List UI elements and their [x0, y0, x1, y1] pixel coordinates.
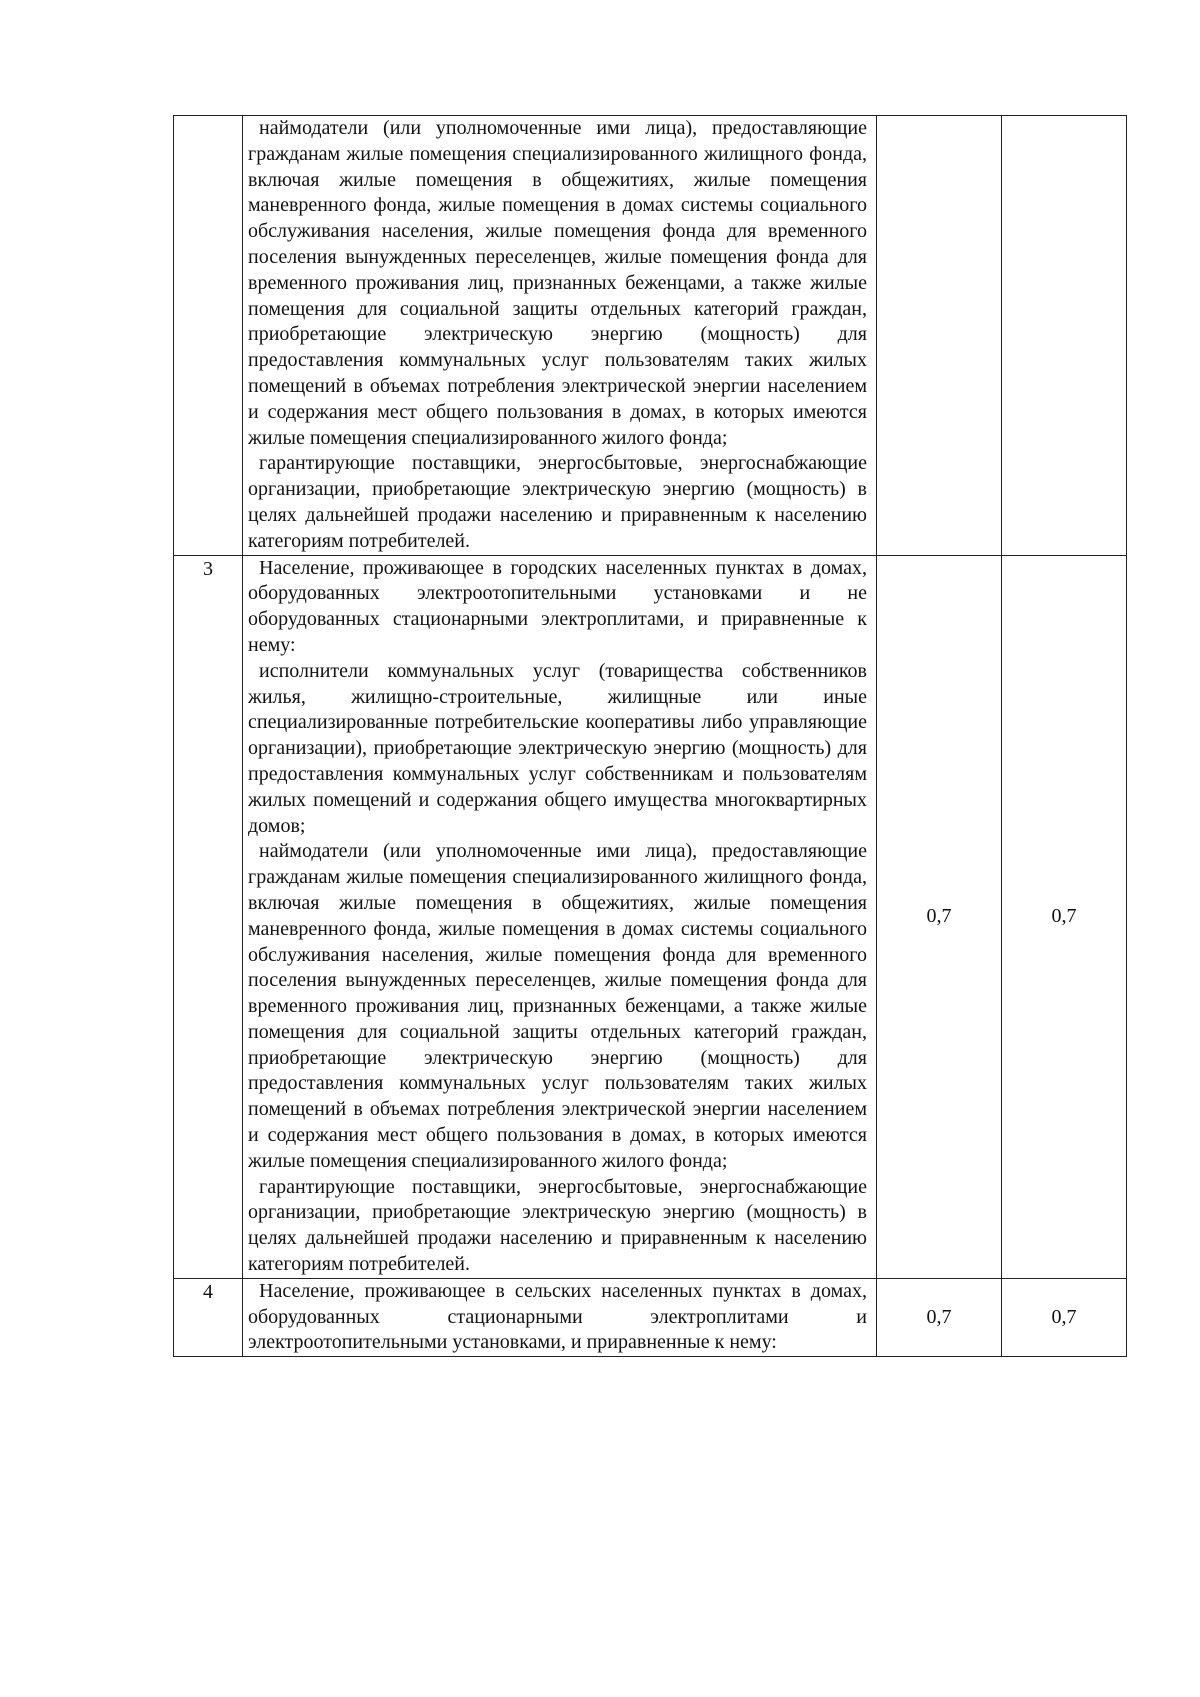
value-cell-2	[1002, 116, 1127, 556]
table-row	[174, 1278, 1127, 1356]
paragraph: исполнители коммунальных услуг (товарищества собственников жилья, жилищно-строительные, жилищные или иные специализированные потребительские кооперативы либо управляющие организации), приобретающие электрическую энергию (мощность) для предоставления коммунальных услуг собственникам и пользователям жилых помещений и содержания общего имущества многоквартирных домов;	[248, 659, 867, 837]
table-row	[174, 555, 1127, 1278]
paragraph: гарантирующие поставщики, энергосбытовые, энергоснабжающие организации, приобретающие электрическую энергию (мощность) в целях дальнейшей продажи населению и приравненным к населению категориям потребителей.	[248, 1175, 867, 1276]
paragraph: Население, проживающее в сельских населенных пунктах в домах, оборудованных стационарными электроплитами и электроотопительными установками, и приравненные к нему:	[248, 1279, 867, 1354]
value-cell-1: 0,7	[877, 555, 1002, 1278]
paragraph: Население, проживающее в городских населенных пунктах в домах, оборудованных электроотопительными установками и не оборудованных стационарными электроплитами, и приравненные к нему:	[248, 556, 867, 656]
row-description	[243, 1278, 877, 1356]
value-cell-2: 0,7	[1002, 555, 1127, 1278]
row-description	[243, 555, 877, 1278]
row-description	[243, 116, 877, 556]
value-cell-1	[877, 116, 1002, 556]
value-cell-1: 0,7	[877, 1278, 1002, 1356]
row-number: 4	[174, 1278, 243, 1356]
tariff-table	[173, 115, 1127, 1357]
row-number	[174, 116, 243, 556]
paragraph: гарантирующие поставщики, энергосбытовые, энергоснабжающие организации, приобретающие электрическую энергию (мощность) в целях дальнейшей продажи населению и приравненным к населению категориям потребителей.	[248, 452, 867, 552]
paragraph: наймодатели (или уполномоченные ими лица), предоставляющие гражданам жилые помещения специализированного жилищного фонда, включая жилые помещения в общежитиях, жилые помещения маневренного фонда, жилые помещения в домах системы социального обслуживания населения, жилые помещения фонда для временного поселения вынужденных переселенцев, жилые помещения фонда для временного проживания лиц, признанных беженцами, а также жилые помещения для социальной защиты отдельных категорий граждан, приобретающие электрическую энергию (мощность) для предоставления коммунальных услуг пользователям таких жилых помещений в объемах потребления электрической энергии населением и содержания мест общего пользования в домах, в которых имеются жилые помещения специализированного жилого фонда;	[248, 840, 867, 1172]
row-number: 3	[174, 555, 243, 1278]
value-cell-2: 0,7	[1002, 1278, 1127, 1356]
table-row	[174, 116, 1127, 556]
paragraph: наймодатели (или уполномоченные ими лица), предоставляющие гражданам жилые помещения специализированного жилищного фонда, включая жилые помещения в общежитиях, жилые помещения маневренного фонда, жилые помещения в домах системы социального обслуживания населения, жилые помещения фонда для временного поселения вынужденных переселенцев, жилые помещения фонда для временного проживания лиц, признанных беженцами, а также жилые помещения для социальной защиты отдельных категорий граждан, приобретающие электрическую энергию (мощность) для предоставления коммунальных услуг пользователям таких жилых помещений в объемах потребления электрической энергии населением и содержания мест общего пользования в домах, в которых имеются жилые помещения специализированного жилого фонда;	[248, 117, 867, 449]
